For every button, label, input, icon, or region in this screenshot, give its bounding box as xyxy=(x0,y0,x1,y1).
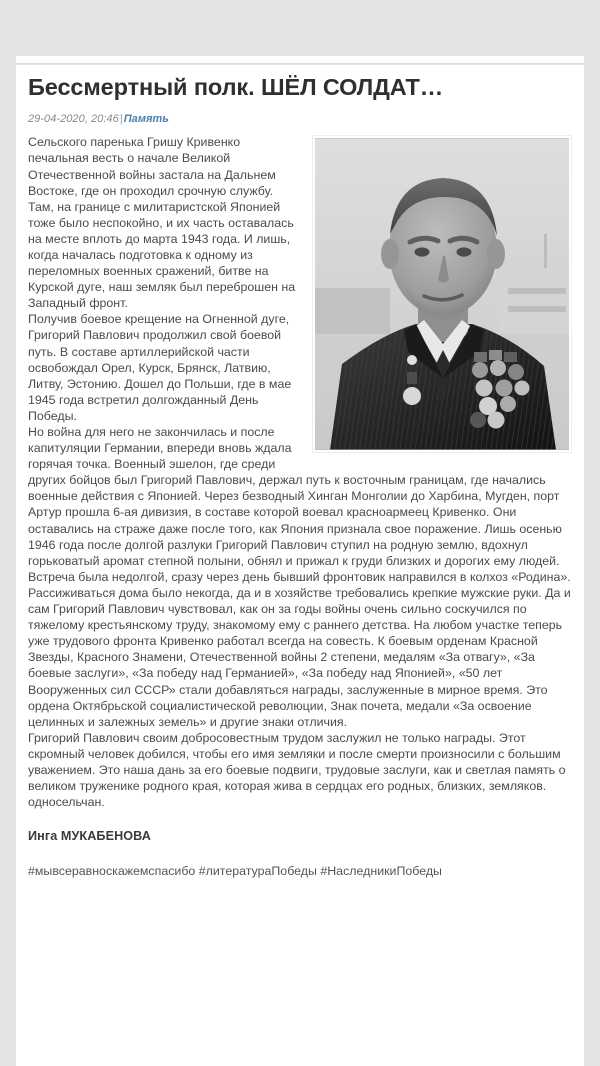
article-photo xyxy=(312,135,572,453)
article-paragraph: Сельского паренька Гришу Кривенко печальная весть о начале Великой Отечественной войны застала на Дальнем Востоке, где он проходил срочную службу. Там, на границе с милитаристской Японией тоже было неспокойно, и их часть оставалась на месте вплоть до марта 1943 года. И лишь, когда началась подготовка к одному из переломных военных сражений, битве на Курской дуге, наш земляк был переброшен на Западный фронт. xyxy=(28,135,296,311)
veteran-portrait-image xyxy=(315,138,569,450)
article-container xyxy=(16,65,584,878)
article-paragraph: Григорий Павлович своим добросовестным трудом заслужил не только награды. Этот скромный человек добился, чтобы его имя земляки и после смерти произносили с большим уважением. Это наша дань за его боевые подвиги, трудовые заслуги, как и светлая память о великом труженике родного края, которая жива в сердцах его родных, близких, земляков. односельчан. xyxy=(28,730,566,810)
article-paragraph: Встреча была недолгой, сразу через день бывший фронтовик направился в колхоз «Родина». Рассиживаться дома было некогда, да и в хозяйстве требовались крепкие мужские руки. Да и сам Григорий Павлович чувствовал, как он за годы войны очень сильно соскучился по тяжелому крестьянскому труду, знакомому ему с раннего детства. На любом участке теперь уже трудового фронта Кривенко работал всегда на совесть. К боевым орденам Красной Звезды, Красного Знамени, Отечественной войны 2 степени, медалям «За отвагу», «За боевые заслуги», «За победу над Германией», «За победу над Японией», «50 лет Вооруженных сил СССР» стали добавляться награды, заслуженные в мирное время. Это ордена Октябрьской социалистической революции, Знак почета, медали «За освоение целинных и залежных земель» и другие знаки отличия. xyxy=(28,569,571,729)
top-white-strip xyxy=(16,56,584,63)
portrait-illustration xyxy=(315,138,569,450)
article-paragraph: Получив боевое крещение на Огненной дуге, Григорий Павлович продолжил свой боевой путь. В составе артиллерийской части освобождал Орел, Курск, Брянск, Латвию, Литву, Эстонию. Дошел до Польши, где в мае 1945 года встретил долгожданный День Победы. xyxy=(28,312,292,423)
article-meta xyxy=(28,113,572,125)
meta-separator: | xyxy=(119,113,123,126)
article-paragraph: Но война для него не закончилась и после капитуляции Германии, впереди вновь ждала горячая точка. Военный эшелон, где среди других бойцов был Григорий Павлович, держал путь к восточным границам, где начались военные действия с Японией. Через безводный Хинган Монголии до Харбина, Мугден, порт Артур прошла 6-ая дивизия, в составе которой воевал красноармеец Кривенко. Они оставались на страже даже после того, как Япония признала свое поражение. Лишь осенью 1946 года после долгой разлуки Григорий Павлович ступил на родную землю, вдохнул горьковатый аромат степной полыни, обнял и прижал к груди близких и дорогих ему людей. xyxy=(28,425,562,568)
hashtag-list: #мывсеравноскажемспасибо #литератураПобеды #НаследникиПобеды xyxy=(28,864,442,879)
author-byline: Инга МУКАБЕНОВА xyxy=(28,829,151,844)
page-title: Бессмертный полк. ШЁЛ СОЛДАТ… xyxy=(28,74,444,100)
category-link[interactable]: Память xyxy=(123,113,169,126)
article-panel xyxy=(16,65,584,1066)
publish-date: 29-04-2020, 20:46 xyxy=(28,113,119,126)
